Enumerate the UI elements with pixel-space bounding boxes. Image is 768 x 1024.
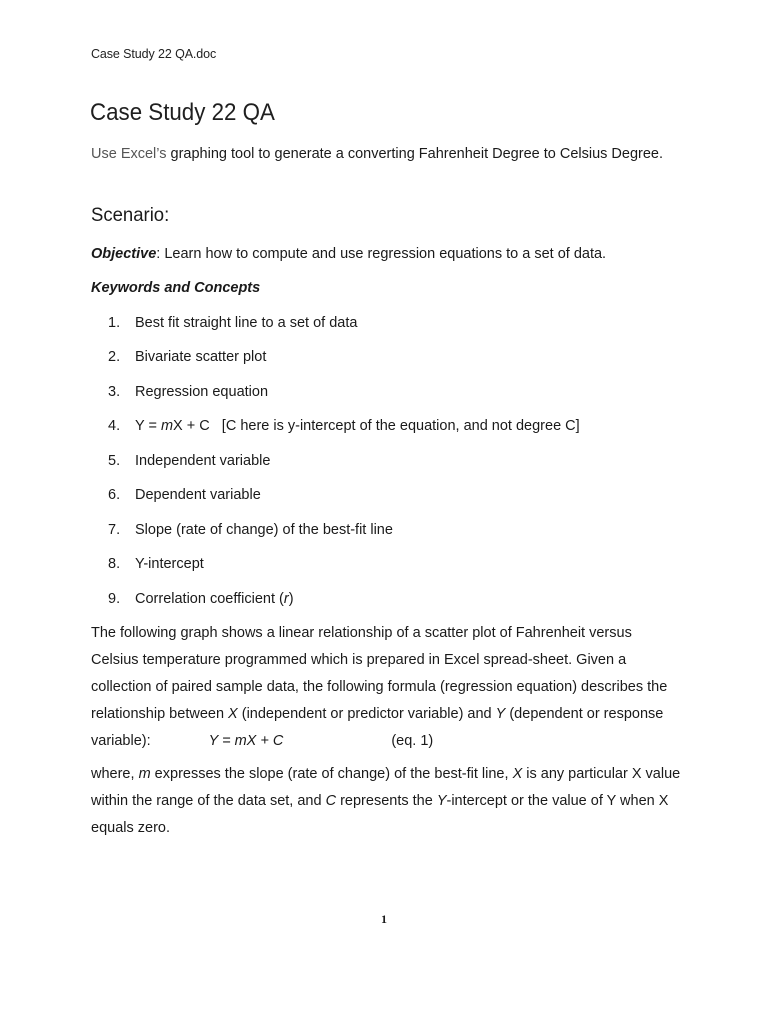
paragraph-text: (dependent or response variable):: [91, 706, 664, 749]
list-text: Bivariate scatter plot: [135, 349, 267, 365]
keywords-heading: Keywords and Concepts: [91, 280, 261, 296]
definitions-paragraph: [91, 761, 681, 842]
intro-paragraph: [91, 144, 691, 165]
page-number: 1: [381, 912, 387, 926]
paragraph-text: The following graph shows a linear relationship of a scatter plot of Fahrenheit versus Celsius temperature programmed which is prepared in Excel spread-sheet. Given a collection of paired sample data, the following formula (regression equation) describes the relationship between: [91, 625, 668, 722]
intro-text: graphing tool to generate a converting Fahrenheit Degree to Celsius Degree.: [166, 146, 664, 162]
list-text: Independent variable: [135, 453, 271, 469]
list-text: Y-intercept: [135, 556, 204, 572]
list-text: Dependent variable: [135, 487, 261, 503]
scenario-heading: Scenario:: [91, 204, 170, 226]
regression-paragraph: [91, 620, 681, 755]
list-number: 1.: [108, 315, 121, 331]
list-text-pre: Y =: [135, 418, 161, 434]
list-item: [108, 416, 580, 436]
list-text-post: ): [288, 591, 294, 607]
list-text-italic: r: [283, 591, 289, 607]
variable-y: Y: [495, 706, 506, 722]
list-item: [108, 485, 261, 505]
paragraph-text: is any particular X value within the range of the data set, and: [91, 766, 681, 809]
variable-x: X: [228, 706, 238, 722]
list-text: Best fit straight line to a set of data: [135, 315, 358, 331]
running-header: Case Study 22 QA.doc: [91, 47, 217, 61]
list-text: Regression equation: [135, 384, 269, 400]
paragraph-text: represents the: [336, 793, 437, 809]
objective-label: Objective: [91, 246, 157, 262]
variable-c: C: [325, 793, 337, 809]
list-item: [108, 589, 294, 609]
list-item: [108, 347, 266, 367]
list-text: Slope (rate of change) of the best-fit line: [135, 522, 393, 538]
list-number: 8.: [108, 556, 121, 572]
paragraph-text: where,: [91, 766, 139, 782]
list-number: 5.: [108, 453, 121, 469]
list-item: [108, 451, 270, 471]
list-item: [108, 313, 357, 333]
list-number: 2.: [108, 349, 121, 365]
variable-y: Y: [436, 793, 447, 809]
paragraph-text: -intercept or the value of Y when X equals zero.: [91, 793, 669, 836]
list-number: 9.: [108, 591, 121, 607]
paragraph-text: expresses the slope (rate of change) of the best-fit line,: [150, 766, 513, 782]
list-item: [108, 520, 393, 540]
regression-equation: Y = mX + C: [208, 733, 284, 749]
list-number: 7.: [108, 522, 121, 538]
list-text-pre: Correlation coefficient (: [135, 591, 284, 607]
variable-x: X: [512, 766, 523, 782]
list-text-italic: m: [160, 418, 174, 434]
document-title: Case Study 22 QA: [90, 99, 275, 126]
list-item: [108, 554, 204, 574]
variable-m: m: [138, 766, 151, 782]
paragraph-text: (independent or predictor variable) and: [237, 706, 496, 722]
intro-highlight: Use Excel’s: [91, 146, 167, 162]
equation-label: (eq. 1): [391, 733, 434, 749]
list-number: 6.: [108, 487, 121, 503]
objective-text: : Learn how to compute and use regression equations to a set of data.: [156, 246, 607, 262]
list-number: 4.: [108, 418, 121, 434]
objective-line: [91, 244, 606, 264]
list-number: 3.: [108, 384, 121, 400]
list-item: [108, 382, 268, 402]
list-text-post: X + C [C here is y-intercept of the equation, and not degree C]: [173, 418, 580, 434]
